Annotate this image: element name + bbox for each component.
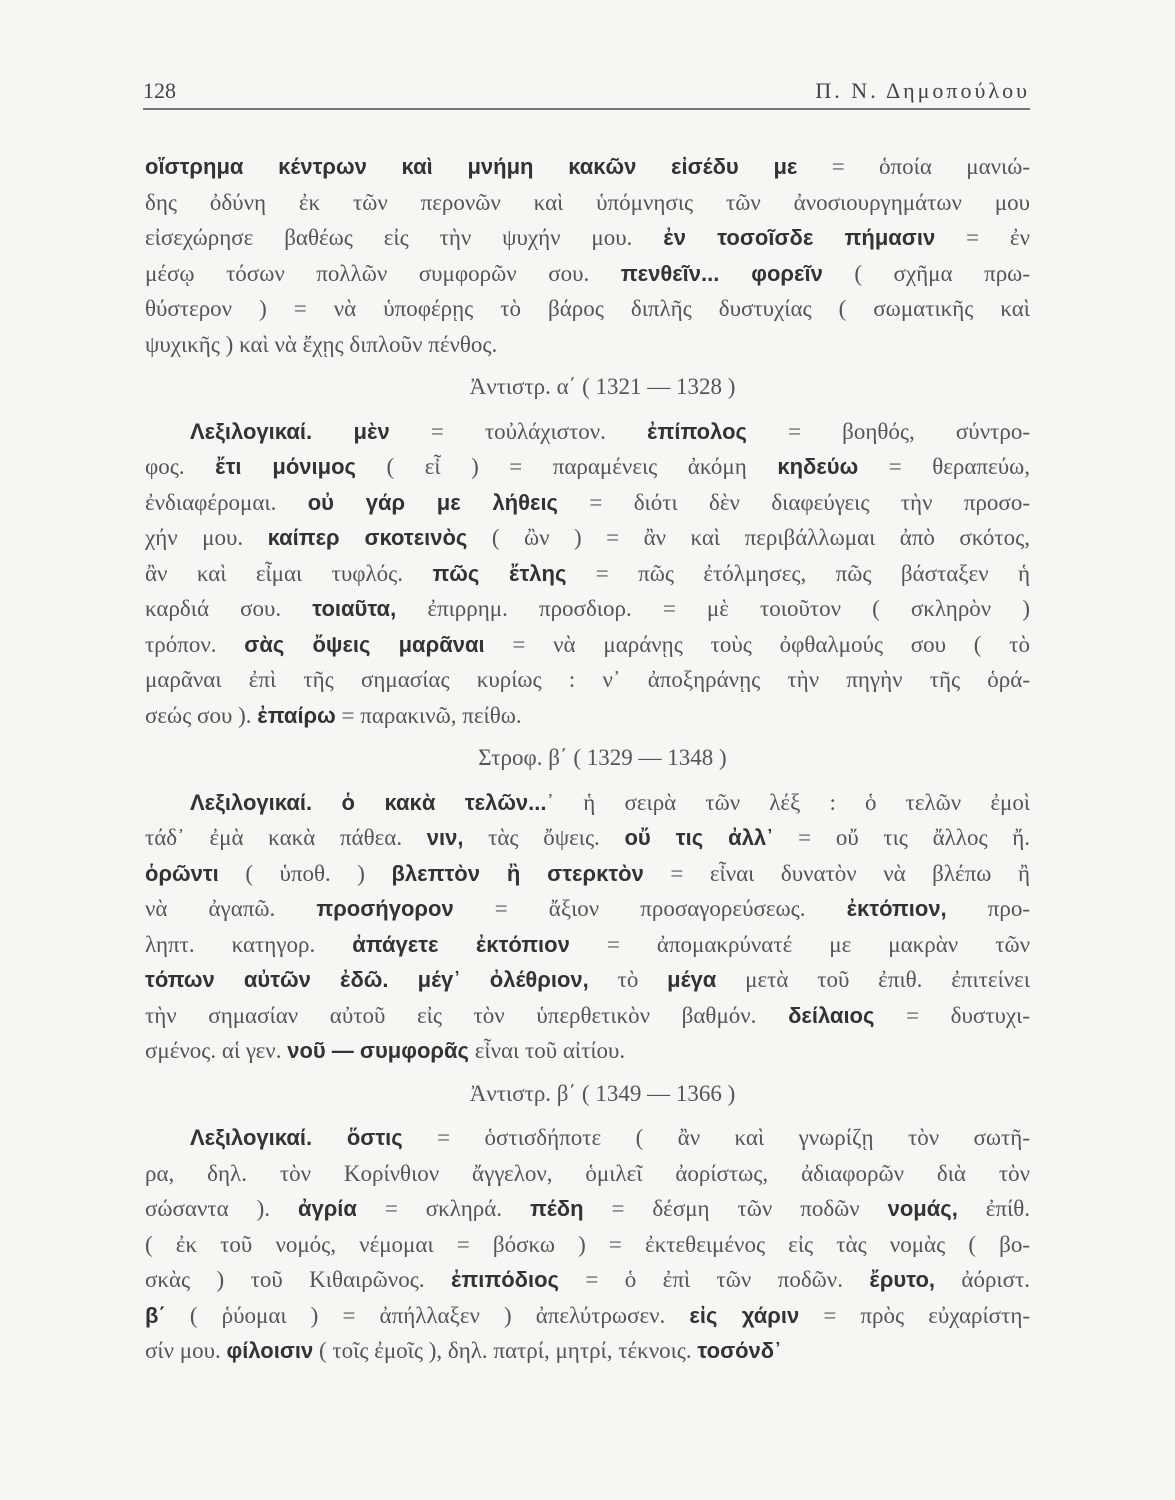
gloss-text: = εἶναι δυνατὸν νὰ βλέπω ἢ	[643, 860, 1030, 886]
text-line	[145, 1120, 1030, 1156]
lemma-term: ἀπάγετε ἐκτόπιον	[352, 931, 570, 957]
gloss-text: εἰσεχώρησε βαθέως εἰς τὴν ψυχήν μου.	[145, 225, 664, 250]
gloss-text: = ἐν	[935, 225, 1030, 250]
gloss-text: καρδιά σου.	[145, 596, 313, 621]
gloss-text: σκὰς ) τοῦ Κιθαιρῶνος.	[145, 1267, 451, 1292]
lemma-term: ἔτι μόνιμος	[215, 454, 356, 479]
gloss-text: τάδ᾽ ἐμὰ κακὰ πάθεα.	[145, 825, 427, 850]
lemma-term: μέγα	[667, 967, 717, 992]
gloss-text: τὴν σημασίαν αὐτοῦ εἰς τὸν ὑπερθετικὸν βαθμόν.	[145, 1002, 789, 1028]
gloss-text: μέσῳ τόσων πολλῶν συμφορῶν σου.	[145, 260, 621, 286]
text-line	[145, 1298, 1030, 1334]
gloss-text: = πρὸς εὐχαρίστη-	[799, 1302, 1031, 1328]
lemma-term: ἐπαίρω	[257, 702, 336, 728]
gloss-text: ᾽ ἡ σειρὰ τῶν λέξ : ὁ τελῶν ἐμοὶ	[546, 789, 1031, 815]
lemma-term: προσήγορον	[316, 896, 454, 921]
lemma-term: ἐν τοσοῖσδε πήμασιν	[663, 225, 936, 250]
gloss-text: ψυχικῆς ) καὶ νὰ ἔχῃς διπλοῦν πένθος.	[145, 331, 498, 357]
lemma-term: ἀγρία	[297, 1196, 357, 1221]
section-heading: Ἀντιστρ. α΄ ( 1321 — 1328 )	[469, 374, 736, 399]
gloss-text: = τοὐλάχιστον.	[389, 418, 648, 444]
gloss-text: ἀόριστ.	[935, 1267, 1031, 1292]
gloss-text: = ὁστισδήποτε ( ἂν καὶ γνωρίζῃ τὸν σωτῆ-	[402, 1125, 1030, 1150]
text-line	[145, 220, 1030, 256]
text-line	[145, 591, 1030, 627]
lemma-term: πενθεῖν... φορεῖν	[620, 260, 823, 286]
lemma-term: οὐ γάρ με λήθεις	[307, 489, 559, 515]
section-heading: Στροφ. β΄ ( 1329 — 1348 )	[478, 745, 727, 770]
lemma-term: δείλαιος	[788, 1002, 875, 1028]
gloss-text: σώσαντα ).	[145, 1196, 298, 1221]
text-line	[145, 1227, 1030, 1263]
lemma-term: σὰς ὄψεις μαρᾶναι	[244, 631, 485, 657]
text-line	[145, 698, 1030, 734]
running-author: Π. Ν. Δημοπούλου	[815, 78, 1030, 103]
lemma-term: κηδεύω	[777, 454, 859, 479]
lemma-term: Λεξιλογικαί. ὁ κακὰ τελῶν...	[190, 789, 547, 815]
lemma-term: τόπων αὐτῶν ἐδῶ. μέγ᾽ ὀλέθριον,	[145, 967, 589, 992]
gloss-text: = δυστυχι-	[874, 1002, 1030, 1028]
gloss-text: προ-	[946, 896, 1030, 921]
gloss-text: = νὰ μαράνῃς τοὺς ὀφθαλμούς σου ( τὸ	[484, 631, 1030, 657]
text-line	[145, 962, 1030, 998]
text-line	[145, 856, 1030, 892]
gloss-text: δης ὀδύνη ἐκ τῶν περονῶν καὶ ὑπόμνησις τῶν ἀνοσιουργημάτων μου	[145, 189, 1030, 215]
gloss-text: φος.	[145, 454, 216, 479]
lemma-term: ἐπιπόδιος	[450, 1267, 559, 1292]
lemma-term: τοσόνδ᾽	[697, 1338, 782, 1363]
gloss-text: ( εἶ ) = παραμένεις ἀκόμη	[356, 454, 778, 479]
gloss-text: τὰς ὄψεις.	[463, 825, 625, 850]
gloss-text: ἐπιρρημ. προσδιορ. = μὲ τοιοῦτον ( σκληρὸν )	[396, 596, 1030, 621]
gloss-text: ληπτ. κατηγορ.	[145, 931, 353, 957]
lemma-term: ἐκτόπιον,	[846, 896, 947, 921]
gloss-text: ἂν καὶ εἶμαι τυφλός.	[145, 560, 433, 586]
gloss-text: ρα, δηλ. τὸν Κορίνθιον ἄγγελον, ὁμιλεῖ ἀορίστως, ἀδιαφορῶν διὰ τὸν	[145, 1160, 1030, 1186]
gloss-text: σμένος. αἱ γεν.	[145, 1038, 288, 1063]
gloss-text: = ὁ ἐπὶ τῶν ποδῶν.	[559, 1267, 870, 1292]
text-line	[145, 291, 1030, 327]
text-line	[145, 449, 1030, 485]
gloss-text: = βοηθός, σύντρο-	[746, 418, 1030, 444]
text-line	[145, 520, 1030, 556]
lemma-term: ἐπίπολος	[647, 418, 747, 444]
text-line	[145, 1333, 1030, 1369]
gloss-text: σεώς σου ).	[145, 702, 258, 728]
gloss-text: ( ὢν ) = ἂν καὶ περιβάλλωμαι ἀπὸ σκότος,	[467, 525, 1030, 550]
text-line	[145, 662, 1030, 698]
text-line	[145, 998, 1030, 1034]
gloss-text: = δέσμη τῶν ποδῶν	[583, 1196, 888, 1221]
text-line	[145, 149, 1030, 185]
gloss-text: θύστερον ) = νὰ ὑποφέρῃς τὸ βάρος διπλῆς δυστυχίας ( σωματικῆς καὶ	[145, 296, 1030, 321]
text-line	[145, 485, 1030, 521]
lemma-term: καίπερ σκοτεινὸς	[267, 525, 468, 550]
lemma-term: εἰς χάριν	[689, 1302, 800, 1328]
gloss-text: = οὔ τις ἄλλος ἤ.	[773, 825, 1031, 850]
gloss-text: ( ῥύομαι ) = ἀπήλλαξεν ) ἀπελύτρωσεν.	[165, 1302, 690, 1328]
lemma-term: Λεξιλογικαί. μὲν	[190, 418, 390, 444]
lemma-term: β΄	[145, 1302, 166, 1328]
lemma-term: οὔ τις ἀλλ᾽	[624, 825, 774, 850]
lemma-term: πέδη	[529, 1196, 584, 1221]
text-line	[145, 1156, 1030, 1192]
text-line	[145, 185, 1030, 221]
lemma-term: ἔρυτο,	[869, 1267, 935, 1292]
gloss-text: χήν μου.	[145, 525, 268, 550]
lemma-term: νομάς,	[887, 1196, 958, 1221]
text-line	[145, 1262, 1030, 1298]
section-heading: Ἀντιστρ. β΄ ( 1349 — 1366 )	[469, 1080, 736, 1106]
lemma-term: Λεξιλογικαί. ὅστις	[190, 1125, 403, 1150]
gloss-text: = σκληρά.	[356, 1196, 530, 1221]
lemma-term: νοῦ — συμφορᾶς	[287, 1038, 469, 1063]
lemma-term: τοιαῦτα,	[312, 596, 397, 621]
gloss-text: μαρᾶναι ἐπὶ τῆς σημασίας κυρίως : ν᾽ ἀποξηράνῃς τὴν πηγὴν τῆς ὁρά-	[145, 667, 1030, 692]
gloss-text: = πῶς ἐτόλμησες, πῶς βάσταξεν ἡ	[566, 560, 1030, 586]
lemma-term: νιν,	[426, 825, 464, 850]
gloss-text: = ἄξιον προσαγορεύσεως.	[453, 896, 847, 921]
text-line	[145, 414, 1030, 450]
text-line	[145, 627, 1030, 663]
gloss-text: εἶναι τοῦ αἰτίου.	[469, 1038, 626, 1063]
text-line	[145, 891, 1030, 927]
gloss-text: νὰ ἀγαπῶ.	[145, 896, 317, 921]
lemma-term: ὁρῶντι	[145, 860, 219, 886]
text-line	[145, 820, 1030, 856]
header-rule	[143, 108, 1030, 110]
gloss-text: = ὁποία μανιώ-	[797, 154, 1031, 179]
gloss-text: ἐπίθ.	[957, 1196, 1030, 1221]
gloss-text: ( ὑποθ. )	[218, 860, 392, 886]
text-line	[145, 927, 1030, 963]
gloss-text: = ἀπομακρύνατέ με μακρὰν τῶν	[569, 931, 1030, 957]
text-line	[145, 1033, 1030, 1069]
lemma-term: πῶς ἔτλης	[432, 560, 567, 586]
gloss-text: ( σχῆμα πρω-	[822, 260, 1030, 286]
text-line	[145, 1191, 1030, 1227]
text-line	[145, 256, 1030, 292]
gloss-text: ( ἐκ τοῦ νομός, νέμομαι = βόσκω ) = ἐκτεθειμένος εἰς τὰς νομὰς ( βο-	[145, 1231, 1030, 1257]
text-line	[145, 556, 1030, 592]
text-line	[145, 785, 1030, 821]
gloss-text: τὸ	[588, 967, 668, 992]
gloss-text: ἐνδιαφέρομαι.	[145, 489, 308, 515]
gloss-text: = θεραπεύω,	[858, 454, 1030, 479]
running-header	[143, 78, 1030, 108]
gloss-text: τρόπον.	[145, 631, 245, 657]
page-body	[145, 149, 1030, 1369]
lemma-term: οἴστρημα κέντρων καὶ μνήμη κακῶν εἰσέδυ με	[145, 154, 798, 179]
gloss-text: ( τοῖς ἐμοῖς ), δηλ. πατρί, μητρί, τέκνοις.	[313, 1338, 698, 1363]
lemma-term: φίλοισιν	[226, 1338, 314, 1363]
gloss-text: = παρακινῶ, πείθω.	[335, 702, 522, 728]
page-number: 128	[143, 78, 176, 103]
text-line	[145, 327, 1030, 363]
gloss-text: μετὰ τοῦ ἐπιθ. ἐπιτείνει	[716, 967, 1031, 992]
lemma-term: βλεπτὸν ἢ στερκτὸν	[391, 860, 644, 886]
gloss-text: = διότι δὲν διαφεύγεις τὴν προσο-	[558, 489, 1030, 515]
gloss-text: σίν μου.	[145, 1338, 227, 1363]
